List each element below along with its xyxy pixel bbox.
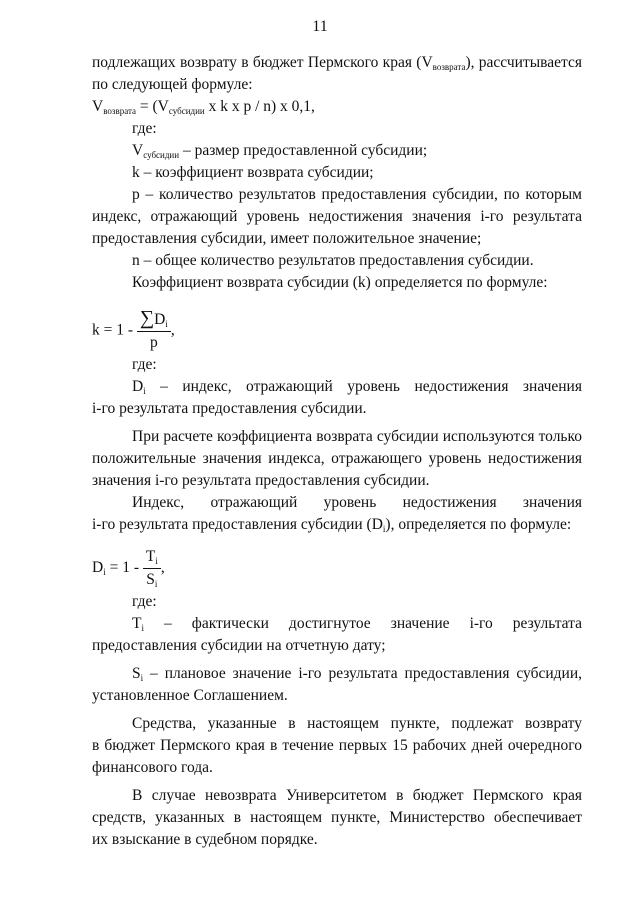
text-line: предоставления субсидии на отчетную дату; xyxy=(92,637,386,654)
formula-v-return: $V_{возврата} = (V_{субсидии}$ x k x p / n) x 0,1, xyxy=(92,98,315,116)
text-line: i-го результата предоставления субсидии $(D_i)$, определяется по формуле: xyxy=(92,516,572,534)
where-label: где: xyxy=(132,120,157,137)
text-line: подлежащих возврату в бюджет Пермского края $(V_{возврата})$, рассчитывается xyxy=(92,54,582,72)
text-line: предоставления субсидии, имеет положительное значение; xyxy=(92,230,482,247)
text-line: положительные значения индекса, отражающего уровень недостижения xyxy=(92,450,582,467)
where-label: где: xyxy=(132,356,157,373)
text-line: значения i-го результата предоставления субсидии. xyxy=(92,472,430,489)
definition-t: $T_i$ – фактически достигнутое значение i-го результата xyxy=(132,615,582,633)
formula-k: k = 1 - $\frac{\sum D_i}{p}$ , xyxy=(92,308,582,354)
text-line: в бюджет Пермского края в течение первых 15 рабочих дней очередного xyxy=(92,737,582,754)
definition-n: n – общее количество результатов предоставления субсидии. xyxy=(132,252,534,269)
definition-s: $S_i$ – плановое значение i-го результата предоставления субсидии, xyxy=(132,665,582,683)
text-line: установленное Соглашением. xyxy=(92,687,288,704)
text-line: В случае невозврата Университетом в бюджет Пермского края xyxy=(132,787,582,804)
k-intro: Коэффициент возврата субсидии (k) определяется по формуле: xyxy=(132,274,548,291)
definition-v: $V_{субсидии}$ – размер предоставленной субсидии; xyxy=(132,142,428,160)
text-line: индекс, отражающий уровень недостижения значения i-го результата xyxy=(92,208,582,225)
formula-d: $D_i = 1$ - $\frac{T_i}{S_i}$ , xyxy=(92,548,165,589)
page-number: 11 xyxy=(312,18,328,35)
definition-p: p – количество результатов предоставления субсидии, по которым xyxy=(132,186,582,203)
text-line: по следующей формуле: xyxy=(92,76,253,93)
text-line: их взыскание в судебном порядке. xyxy=(92,831,318,848)
text-line: финансового года. xyxy=(92,759,213,776)
text-line: Средства, указанные в настоящем пункте, подлежат возврату xyxy=(132,715,582,732)
definition-d: $D_i$ – индекс, отражающий уровень недостижения значения xyxy=(132,378,582,396)
text-line: средств, указанных в настоящем пункте, Министерство обеспечивает xyxy=(92,809,582,826)
where-label: где: xyxy=(132,593,157,610)
definition-k: k – коэффициент возврата субсидии; xyxy=(132,164,374,181)
fraction: $\frac{\sum D_i}{p}$ xyxy=(137,308,171,354)
text-line: i-го результата предоставления субсидии. xyxy=(92,400,367,417)
fraction: $\frac{T_i}{S_i}$ xyxy=(143,546,161,591)
page-content xyxy=(92,52,582,851)
text-line: Индекс, отражающий уровень недостижения значения xyxy=(132,494,582,511)
text-line: При расчете коэффициента возврата субсидии используются только xyxy=(132,428,582,445)
